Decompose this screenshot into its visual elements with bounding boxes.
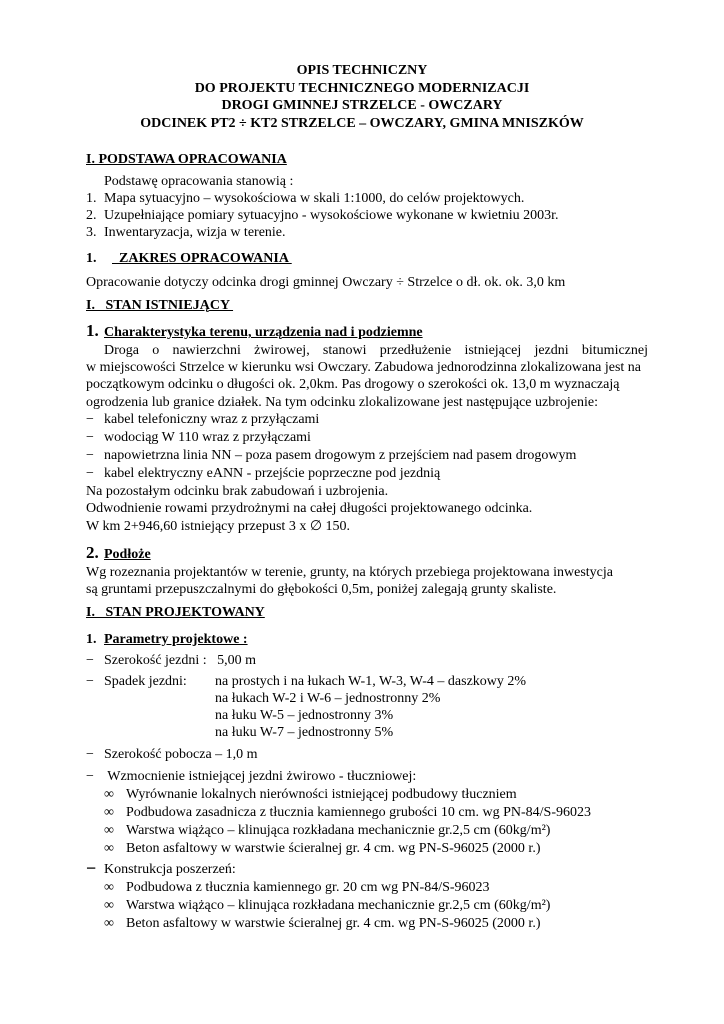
subsection-number: 1. [86, 632, 97, 647]
wzmocnienie-item: Wyrównanie lokalnych nierówności istniejącej podbudowy tłuczniem [126, 787, 517, 802]
subsection-heading-podloze: Podłoże [104, 547, 151, 562]
param-spadek-label: Spadek jezdni: [104, 674, 187, 689]
wzmocnienie-item: Beton asfaltowy w warstwie ścieralnej gr. 4 cm. wg PN-S-96025 (2000 r.) [126, 841, 541, 856]
utility-item: wodociąg W 110 wraz z przyłączami [104, 430, 311, 445]
dash-bullet: − [86, 653, 94, 668]
doc-title-line-2: DO PROJEKTU TECHNICZNEGO MODERNIZACJI [194, 81, 530, 96]
dash-bullet: − [86, 412, 94, 427]
section-heading-stan-projektowany: I. STAN PROJEKTOWANY [86, 605, 265, 620]
infinity-bullet: ∞ [104, 805, 114, 820]
paragraph-line: są gruntami przepuszczalnymi do głębokości 0,5m, poniżej zalegają grunty skaliste. [86, 582, 557, 597]
paragraph-line: Odwodnienie rowami przydrożnymi na całej długości projektowanego odcinka. [86, 501, 533, 516]
dash-bullet: − [86, 858, 97, 878]
list-item-number: 3. [86, 225, 97, 240]
doc-title-line-3: DROGI GMINNEJ STRZELCE - OWCZARY [221, 98, 503, 113]
dash-bullet: − [86, 674, 94, 689]
utility-item: napowietrzna linia NN – poza pasem drogowym z przejściem nad pasem drogowym [104, 448, 577, 463]
list-item-text: Uzupełniające pomiary sytuacyjno - wysokościowe wykonane w kwietniu 2003r. [104, 208, 559, 223]
doc-title-line-4: ODCINEK PT2 ÷ KT2 STRZELCE – OWCZARY, GMINA MNISZKÓW [140, 116, 584, 131]
infinity-bullet: ∞ [104, 898, 114, 913]
section-heading-stan-istniejacy: I. STAN ISTNIEJĄCY [86, 298, 234, 313]
paragraph-line: Wg rozeznania projektantów w terenie, grunty, na których przebiega projektowana inwestycja [86, 565, 613, 580]
utility-item: kabel elektryczny eANN - przejście poprzeczne pod jezdnią [104, 466, 441, 481]
podstawa-intro: Podstawę opracowania stanowią : [104, 174, 294, 189]
utility-item: kabel telefoniczny wraz z przyłączami [104, 412, 320, 427]
param-konstrukcja: Konstrukcja poszerzeń: [104, 862, 236, 877]
dash-bullet: − [86, 769, 94, 784]
paragraph-line: ogrodzenia lub granice działek. Na tym odcinku zlokalizowane jest następujące uzbrojenie: [86, 395, 598, 410]
list-item-number: 2. [86, 208, 97, 223]
section-heading-podstawa: I. PODSTAWA OPRACOWANIA [86, 152, 287, 167]
paragraph-line: Droga o nawierzchni żwirowej, stanowi przedłużenie istniejącej jezdni bitumicznej [104, 343, 648, 358]
spadek-item: na łuku W-5 – jednostronny 3% [215, 708, 394, 723]
paragraph-line: Na pozostałym odcinku brak zabudowań i uzbrojenia. [86, 484, 389, 499]
list-item-text: Inwentaryzacja, wizja w terenie. [104, 225, 286, 240]
subsection-heading-charakterystyka: Charakterystyka terenu, urządzenia nad i podziemne [104, 325, 423, 340]
section-heading-zakres: ZAKRES OPRACOWANIA [112, 251, 292, 266]
list-item-number: 1. [86, 191, 97, 206]
subsection-number-text: 1. [86, 321, 99, 340]
param-szerokosc-jezdni: Szerokość jezdni : 5,00 m [104, 653, 257, 668]
subsection-heading-parametry: Parametry projektowe : [104, 632, 248, 647]
konstrukcja-item: Warstwa wiążąco – klinująca rozkładana mechanicznie gr.2,5 cm (60kg/m²) [126, 898, 551, 913]
param-szerokosc-pobocza: Szerokość pobocza – 1,0 m [104, 747, 258, 762]
spadek-item: na łukach W-2 i W-6 – jednostronny 2% [215, 691, 441, 706]
dash-bullet: − [86, 430, 94, 445]
dash-bullet: − [86, 466, 94, 481]
paragraph-line: początkowym odcinku o długości ok. 2,0km. Pas drogowy o szerokości ok. 13,0 m wyznaczają [86, 377, 620, 392]
konstrukcja-item: Beton asfaltowy w warstwie ścieralnej gr. 4 cm. wg PN-S-96025 (2000 r.) [126, 916, 541, 931]
spadek-item: na prostych i na łukach W-1, W-3, W-4 – daszkowy 2% [215, 674, 527, 689]
doc-title-line-1: OPIS TECHNICZNY [296, 63, 428, 78]
dash-bullet: − [86, 448, 94, 463]
infinity-bullet: ∞ [104, 916, 114, 931]
zakres-text: Opracowanie dotyczy odcinka drogi gminnej Owczary ÷ Strzelce o dł. ok. ok. 3,0 km [86, 275, 566, 290]
dash-bullet: − [86, 747, 94, 762]
wzmocnienie-item: Podbudowa zasadnicza z tłucznia kamiennego grubości 10 cm. wg PN-84/S-96023 [126, 805, 592, 820]
wzmocnienie-item: Warstwa wiążąco – klinująca rozkładana mechanicznie gr.2,5 cm (60kg/m²) [126, 823, 551, 838]
subsection-number [86, 544, 99, 563]
list-item-text: Mapa sytuacyjno – wysokościowa w skali 1:1000, do celów projektowych. [104, 191, 525, 206]
subsection-number [86, 322, 99, 341]
subsection-number-text: 2. [86, 543, 99, 562]
zakres-number: 1. [86, 251, 97, 266]
konstrukcja-item: Podbudowa z tłucznia kamiennego gr. 20 cm wg PN-84/S-96023 [126, 880, 490, 895]
paragraph-line: w miejscowości Strzelce w kierunku wsi Owczary. Zabudowa jednorodzinna zlokalizowana jest na [86, 360, 642, 375]
param-wzmocnienie: Wzmocnienie istniejącej jezdni żwirowo - tłuczniowej: [104, 769, 417, 784]
infinity-bullet: ∞ [104, 823, 114, 838]
infinity-bullet: ∞ [104, 841, 114, 856]
spadek-item: na łuku W-7 – jednostronny 5% [215, 725, 394, 740]
infinity-bullet: ∞ [104, 880, 114, 895]
paragraph-line: W km 2+946,60 istniejący przepust 3 x ∅ 150. [86, 519, 351, 534]
infinity-bullet: ∞ [104, 787, 114, 802]
